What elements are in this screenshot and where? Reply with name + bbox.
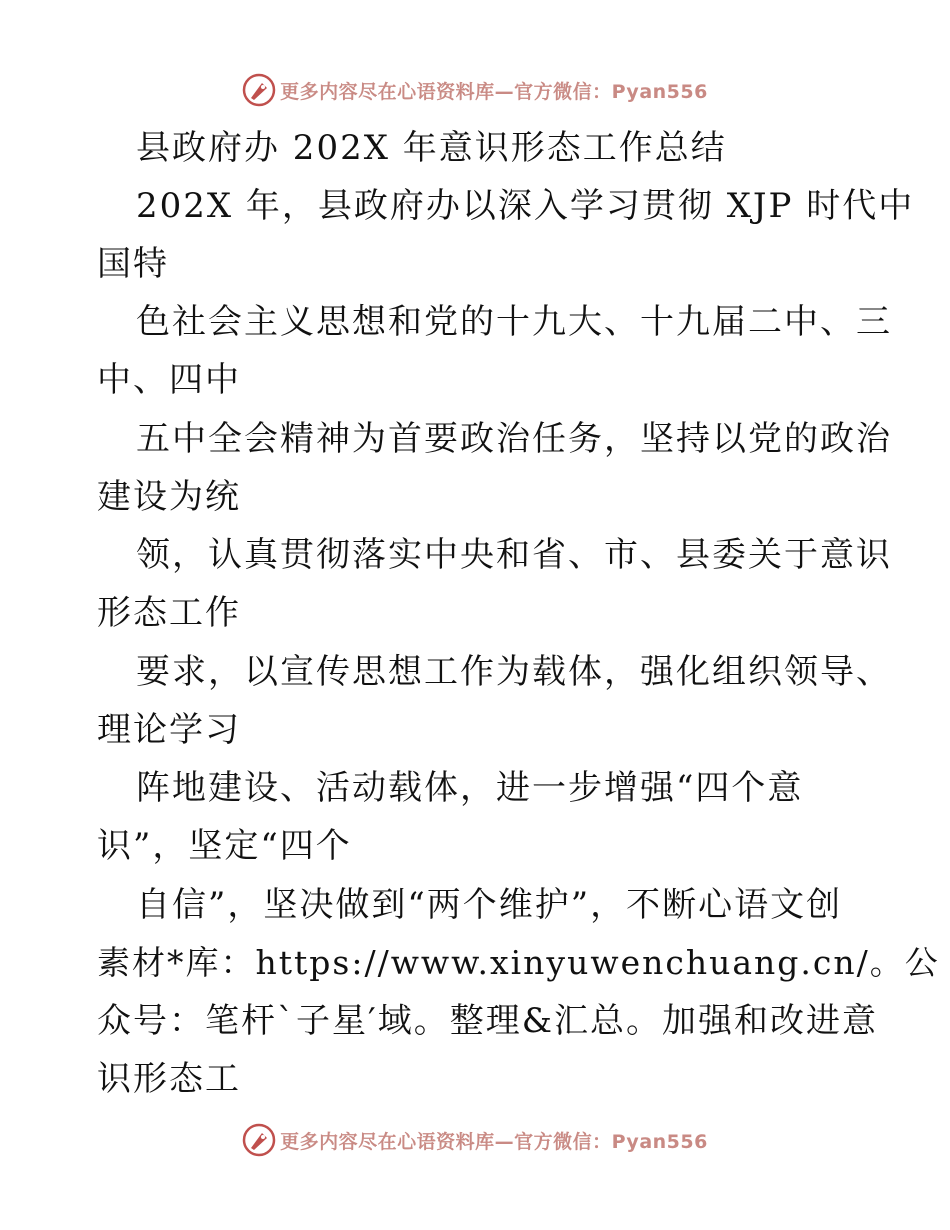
paragraph-line: 五中全会精神为首要政治任务，坚持以党的政治: [136, 419, 892, 459]
pen-nib-logo-icon: [242, 1123, 276, 1157]
paragraph-line: 建设为统: [97, 477, 241, 517]
paragraph-line: 国特: [97, 244, 169, 284]
paragraph-line: 理论学习: [97, 710, 241, 750]
paragraph-line: 素材*库：https://www.xinyuwenchuang.cn/。公: [97, 943, 940, 982]
paragraph-line: 自信”，坚决做到“两个维护”，不断心语文创: [136, 885, 843, 925]
paragraph-line: 识形态工: [97, 1059, 241, 1099]
paragraph-line: 识”，坚定“四个: [97, 826, 352, 866]
paragraph-line: 形态工作: [97, 593, 241, 633]
paragraph-line: 要求，以宣传思想工作为载体，强化组织领导、: [136, 652, 892, 692]
paragraph-line: 中、四中: [97, 360, 241, 400]
paragraph-line: 色社会主义思想和党的十九大、十九届二中、三: [136, 302, 892, 342]
paragraph-line: 阵地建设、活动载体，进一步增强“四个意: [136, 768, 804, 808]
paragraph-line: 众号：笔杆`子星′域。整理&汇总。加强和改进意: [97, 1001, 878, 1041]
paragraph-line: 领，认真贯彻落实中央和省、市、县委关于意识: [136, 535, 892, 575]
watermark-banner-bottom: [0, 1120, 950, 1160]
paragraph-line: 202X 年，县政府办以深入学习贯彻 XJP 时代中: [136, 186, 915, 226]
document-title: 县政府办 202X 年意识形态工作总结: [136, 128, 727, 168]
watermark-text: 更多内容尽在心语资料库—官方微信：Pyan556: [280, 80, 708, 103]
watermark-text: 更多内容尽在心语资料库—官方微信：Pyan556: [280, 1130, 708, 1153]
